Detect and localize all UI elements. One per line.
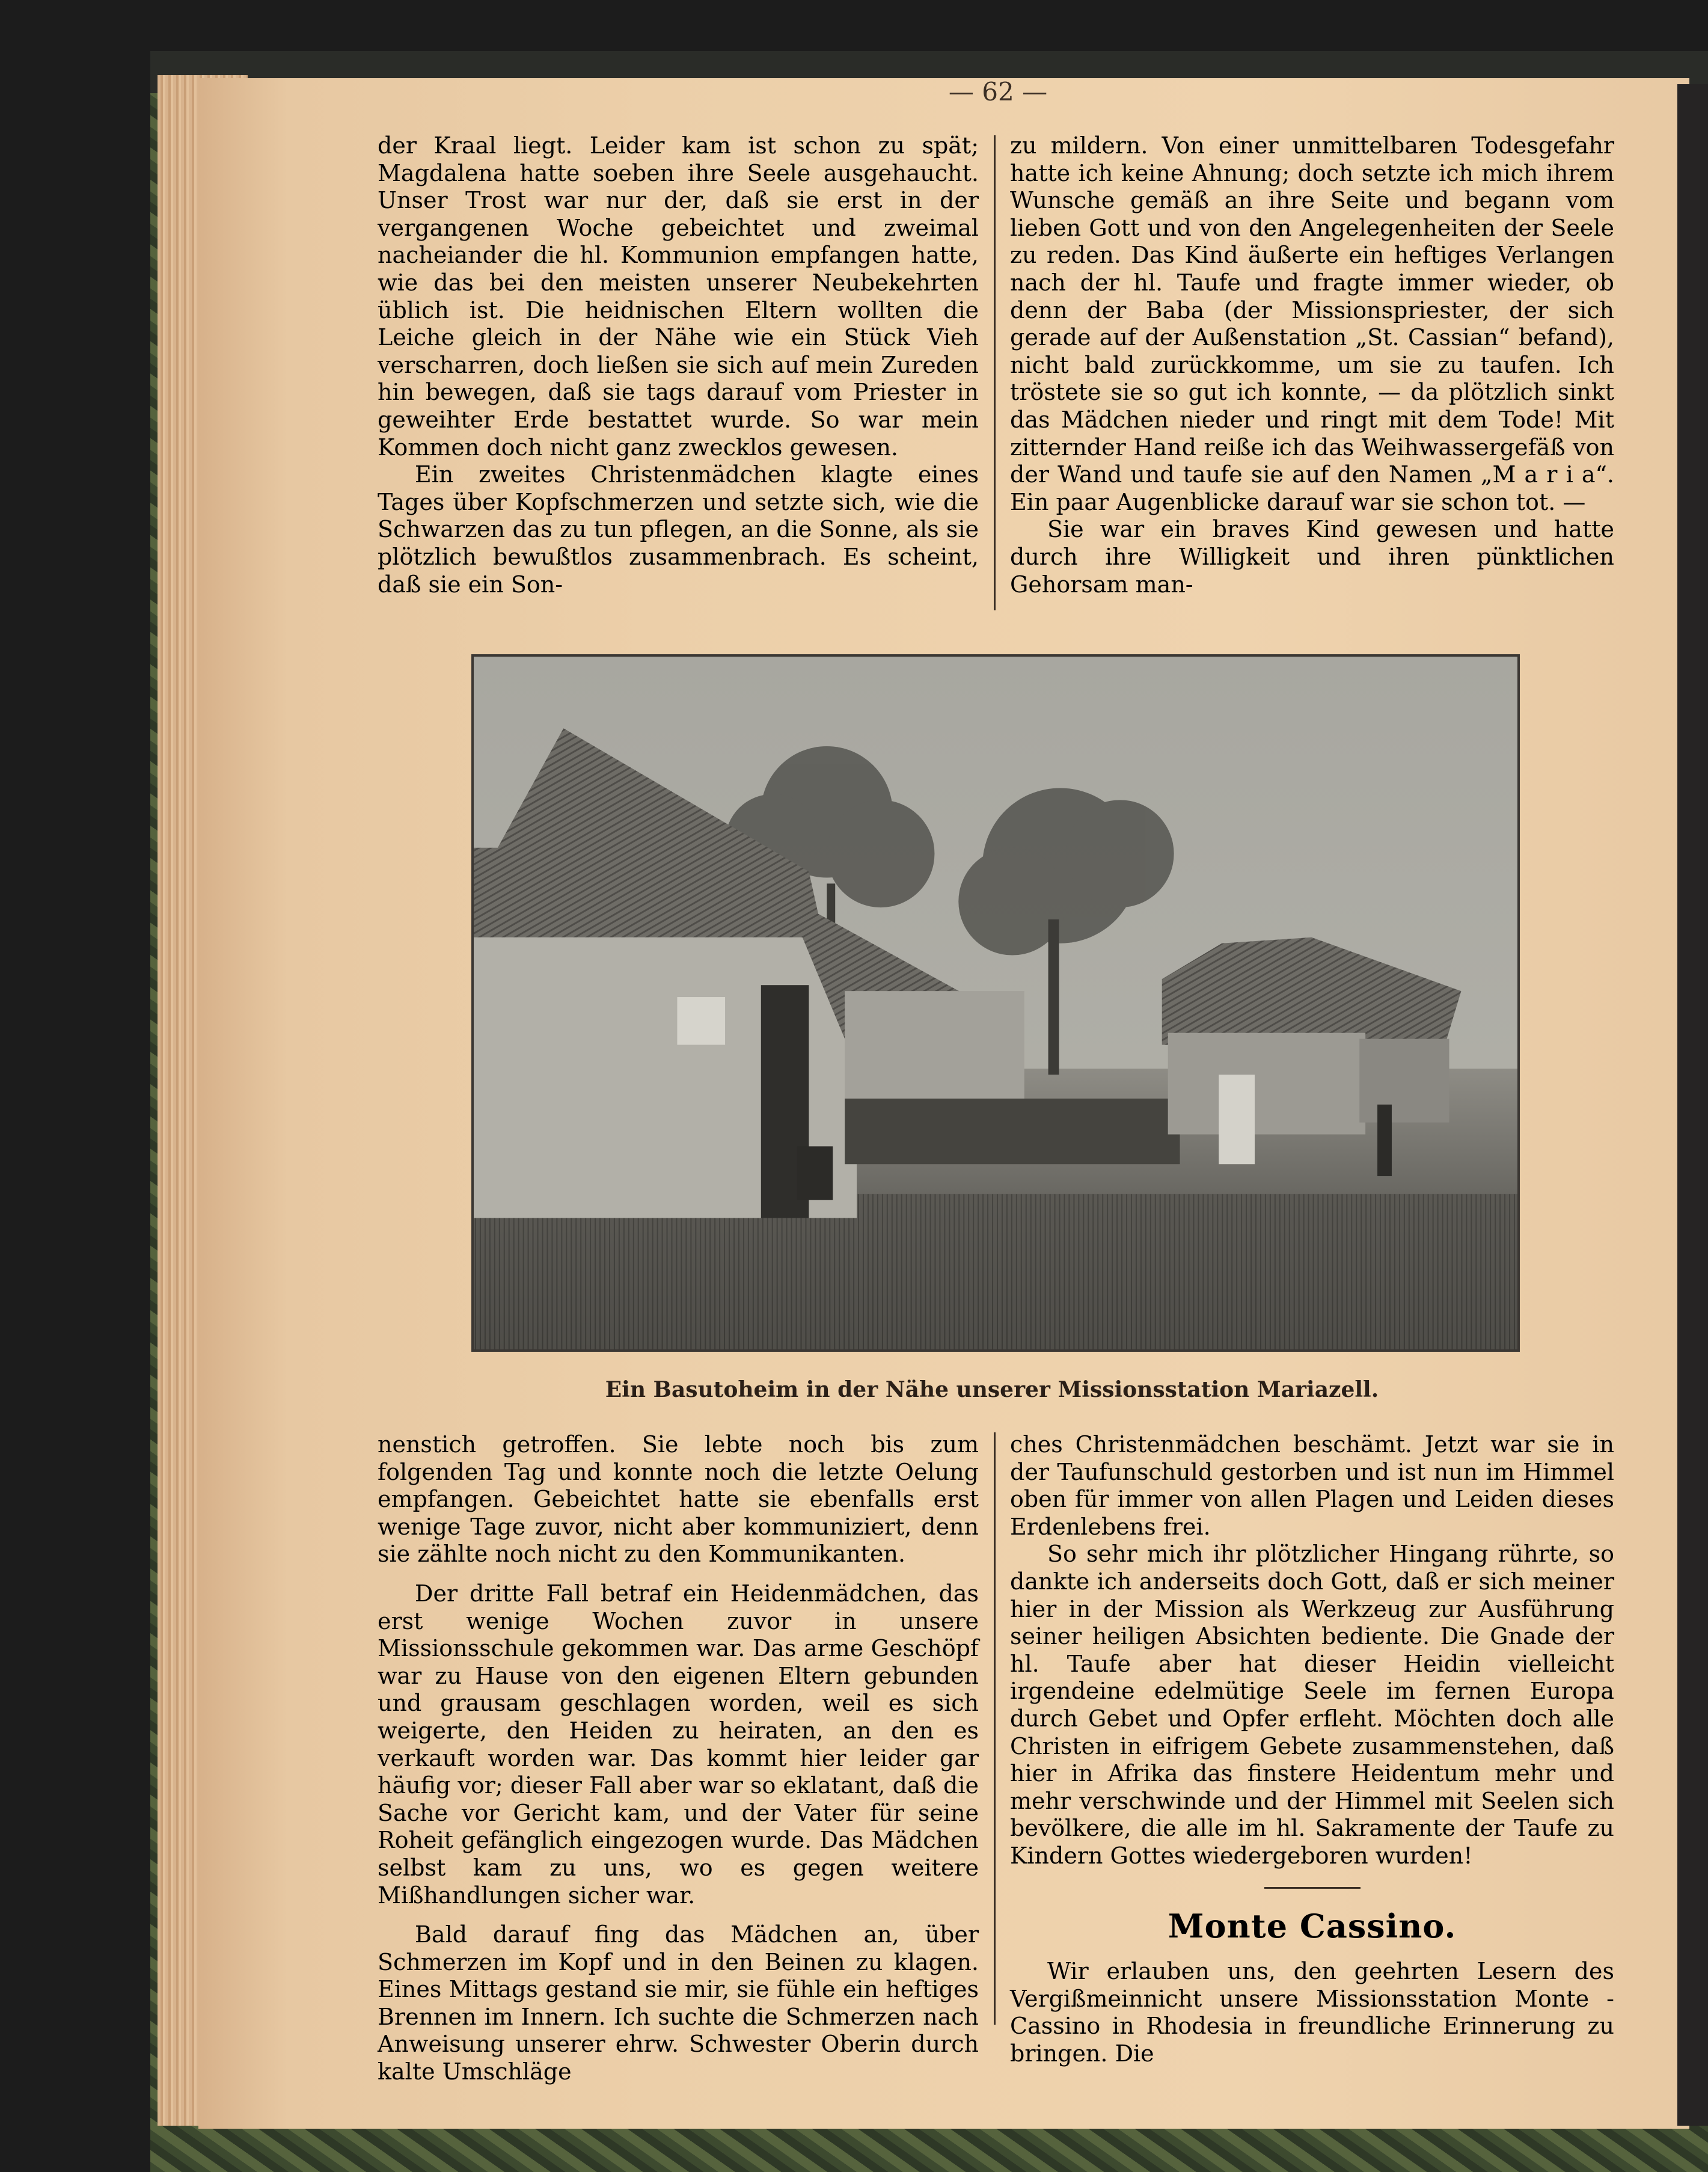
hut-photograph — [474, 657, 1517, 1349]
paragraph: Ein zweites Christenmädchen klagte eines Tages über Kopfschmerzen und setzte sich, wie die Schwarzen das zu tun pflegen, an die Sonne, als sie plötzlich bewußtlos zusammenbrach. Es scheint, daß sie ein Son- — [378, 461, 979, 598]
paragraph: Sie war ein braves Kind gewesen und hatte durch ihre Willigkeit und ihren pünktlichen Gehorsam man- — [1010, 516, 1614, 598]
photo-frame — [471, 654, 1520, 1352]
paragraph: nenstich getroffen. Sie lebte noch bis zum folgenden Tag und konnte noch die letzte Oelung empfangen. Gebeichtet hatte sie ebenfalls erst wenige Tage zuvor, nicht aber kommuniziert, denn sie zählte noch nicht zu den Kommunikanten. — [378, 1431, 979, 1568]
photo-caption: Ein Basutoheim in der Nähe unserer Missionsstation Mariazell. — [605, 1377, 1379, 1402]
column-divider-top — [994, 135, 996, 610]
paragraph: Wir erlauben uns, den geehrten Lesern des Vergißmeinnicht unsere Missionsstation Monte - Cassino in Rhodesia in freundliche Erinnerung zu bringen. Die — [1010, 1958, 1614, 2067]
page-right-edge — [1677, 84, 1708, 2126]
paragraph: ches Christenmädchen beschämt. Jetzt war sie in der Taufunschuld gestorben und ist nun im Himmel oben für immer von allen Plagen und Leiden dieses Erdenlebens frei. — [1010, 1431, 1614, 1540]
text-column-bottom-right — [1010, 1431, 1614, 2067]
column-divider-bottom — [994, 1432, 996, 2025]
text-column-top-left — [378, 132, 979, 598]
paragraph: der Kraal liegt. Leider kam ist schon zu spät; Magdalena hatte soeben ihre Seele ausgehaucht. Unser Trost war nur der, daß sie erst in der vergangenen Woche gebeichtet und zweimal nacheiander die hl. Kommunion empfangen hatte, wie das bei den meisten unserer Neubekehrten üblich ist. Die heidnischen Eltern wollten die Leiche gleich in der Nähe wie ein Stück Vieh verscharren, doch ließen sie sich auf mein Zureden hin bewegen, daß sie tags darauf vom Priester in geweihter Erde bestattet wurde. So war mein Kommen doch nicht ganz zwecklos gewesen. — [378, 132, 979, 461]
section-heading: Monte Cassino. — [1168, 1906, 1457, 1945]
paragraph: Bald darauf fing das Mädchen an, über Schmerzen im Kopf und in den Beinen zu klagen. Eines Mittags gestand sie mir, sie fühle ein heftiges Brennen im Innern. Ich suchte die Schmerzen nach Anweisung unserer ehrw. Schwester Oberin durch kalte Umschläge — [378, 1921, 979, 2085]
paragraph: So sehr mich ihr plötzlicher Hingang rührte, so dankte ich anderseits doch Gott, daß er sich meiner hier in der Mission als Werkzeug zur Ausführung seiner heiligen Absichten bediente. Die Gnade der hl. Taufe aber hat dieser Heidin vielleicht irgendeine edelmütige Seele im fernen Europa durch Gebet und Opfer erfleht. Möchten doch alle Christen in eifrigem Gebete zusammenstehen, daß hier in Afrika das finstere Heidentum mehr und mehr verschwinde und der Himmel mit Seelen sich bevölkere, die alle im hl. Sakramente der Taufe zu Kindern Gottes wiedergeboren wurden! — [1010, 1541, 1614, 1869]
paragraph: Der dritte Fall betraf ein Heidenmädchen, das erst wenige Wochen zuvor in unsere Missionsschule gekommen war. Das arme Geschöpf war zu Hause von den eigenen Eltern gebunden und grausam geschlagen worden, weil es sich weigerte, den Heiden zu heiraten, an den es verkauft worden war. Das kommt hier leider gar häufig vor; dieser Fall aber war so eklatant, daß die Sache vor Gericht kam, und der Vater für seine Roheit gefänglich eingezogen wurde. Das Mädchen selbst kam zu uns, wo es gegen weitere Mißhandlungen sicher war. — [378, 1580, 979, 1909]
text-column-bottom-left — [378, 1431, 979, 2086]
paragraph: zu mildern. Von einer unmittelbaren Todesgefahr hatte ich keine Ahnung; doch setzte ich mich ihrem Wunsche gemäß an ihre Seite und begann vom lieben Gott und von den Angelegenheiten der Seele zu reden. Das Kind äußerte ein heftiges Verlangen nach der hl. Taufe und fragte immer wieder, ob denn der Baba (der Missionspriester, der sich gerade auf der Außenstation „St. Cassian“ befand), nicht bald zurückkomme, um sie zu taufen. Ich tröstete sie so gut ich konnte, — da plötzlich sinkt das Mädchen nieder und ringt mit dem Tode! Mit zitternder Hand reiße ich das Weihwassergefäß von der Wand und taufe sie auf den Namen „M a r i a“. Ein paar Augenblicke darauf war sie schon tot. — — [1010, 132, 1614, 515]
text-column-top-right — [1010, 132, 1614, 598]
section-rule — [1264, 1887, 1361, 1889]
page-number: — 62 — — [948, 77, 1048, 106]
